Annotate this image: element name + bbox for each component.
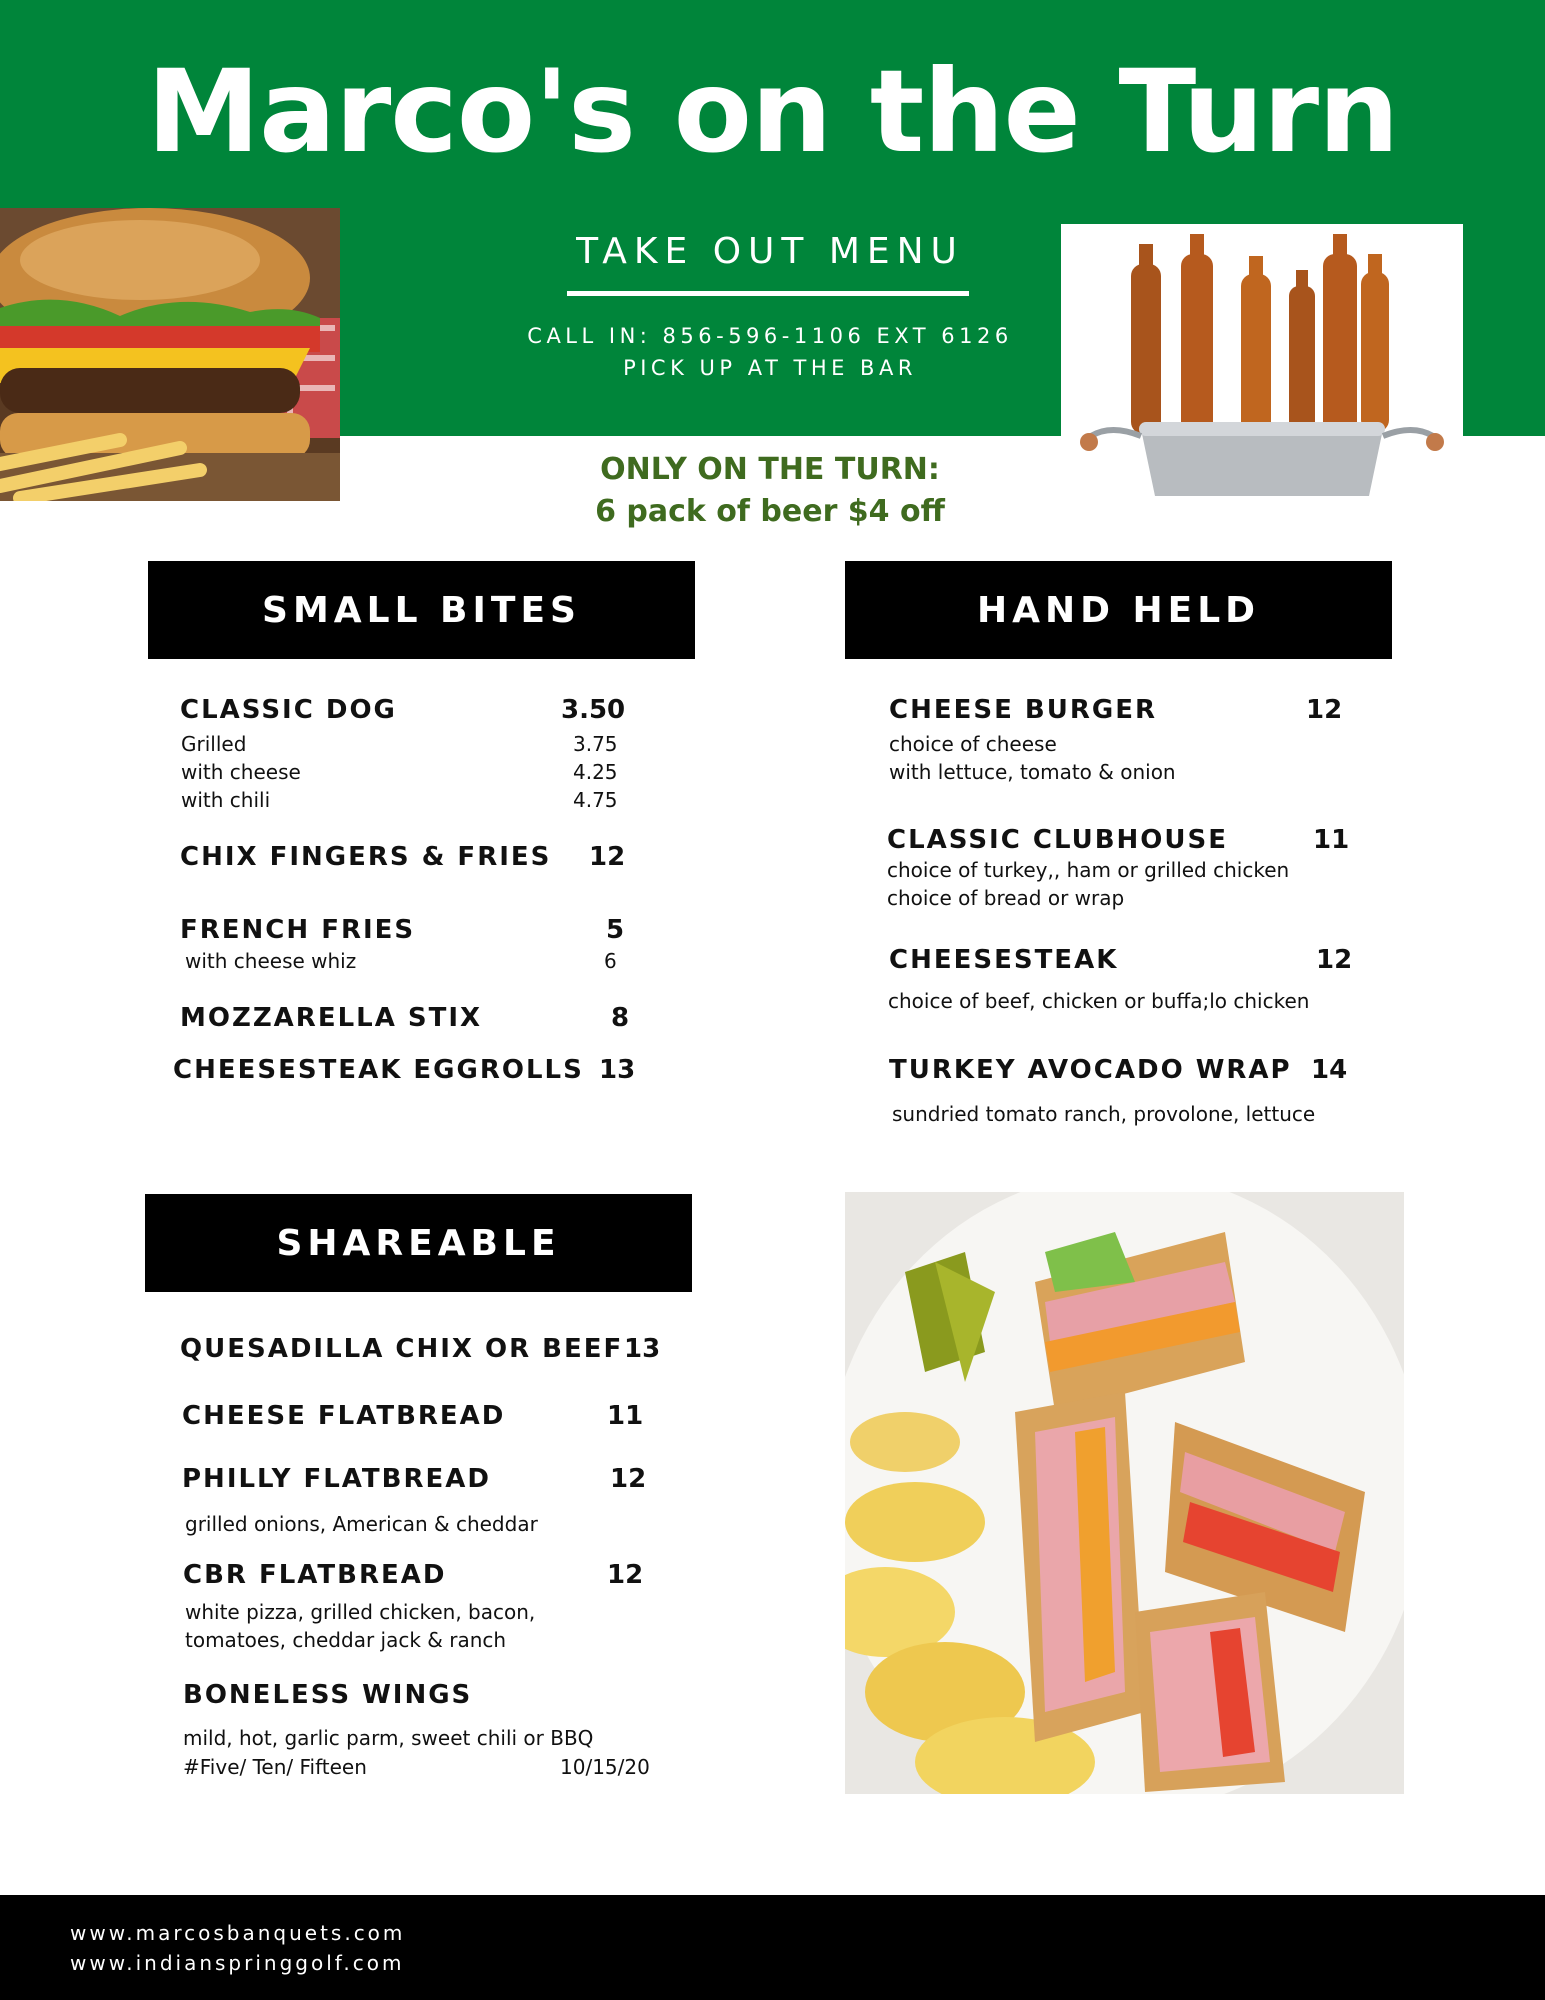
item-classic-dog-name: CLASSIC DOG <box>180 695 397 725</box>
item-mozzarella-price: 8 <box>611 1003 630 1033</box>
call-in-line: CALL IN: 856-596-1106 EXT 6126 <box>527 324 1013 348</box>
page-title: Marco's on the Turn <box>146 45 1399 178</box>
hand-held-heading: HAND HELD <box>845 561 1392 659</box>
clubhouse-desc: choice of bread or wrap <box>887 886 1125 910</box>
classic-dog-option-price: 4.75 <box>573 788 618 812</box>
cheese-burger-desc: with lettuce, tomato & onion <box>889 760 1176 784</box>
classic-dog-option-label: with cheese <box>181 760 301 784</box>
boneless-wings-sizes: #Five/ Ten/ Fifteen <box>183 1755 367 1779</box>
promo-line-1: ONLY ON THE TURN: <box>600 452 940 487</box>
cbr-flatbread-desc: white pizza, grilled chicken, bacon, <box>185 1600 536 1624</box>
item-mozzarella-name: MOZZARELLA STIX <box>180 1003 483 1033</box>
item-cbr-flatbread-name: CBR FLATBREAD <box>183 1560 447 1590</box>
pickup-line: PICK UP AT THE BAR <box>623 356 917 380</box>
item-cheese-flatbread-name: CHEESE FLATBREAD <box>182 1401 506 1431</box>
cheese-burger-desc: choice of cheese <box>889 732 1057 756</box>
classic-dog-option-label: with chili <box>181 788 271 812</box>
item-cbr-flatbread-price: 12 <box>607 1560 644 1590</box>
french-fries-option-label: with cheese whiz <box>185 949 357 973</box>
item-cheese-flatbread-price: 11 <box>607 1401 644 1431</box>
item-french-fries-price: 5 <box>606 915 625 945</box>
footer-link-indianspring[interactable]: www.indianspringgolf.com <box>70 1951 405 1975</box>
item-cheesesteak-price: 12 <box>1316 945 1353 975</box>
item-boneless-wings-name: BONELESS WINGS <box>183 1680 473 1710</box>
classic-dog-option-price: 3.75 <box>573 732 618 756</box>
boneless-wings-prices: 10/15/20 <box>560 1755 650 1779</box>
menu-subtitle: TAKE OUT MENU <box>576 231 964 272</box>
item-quesadilla-price: 13 <box>624 1334 661 1364</box>
item-cheese-burger-price: 12 <box>1306 695 1343 725</box>
clubhouse-desc: choice of turkey,, ham or grilled chicken <box>887 858 1290 882</box>
item-chix-fingers-price: 12 <box>589 842 626 872</box>
item-french-fries-name: FRENCH FRIES <box>180 915 416 945</box>
item-clubhouse-name: CLASSIC CLUBHOUSE <box>887 825 1228 855</box>
shareable-heading: SHAREABLE <box>145 1194 692 1292</box>
item-philly-flatbread-price: 12 <box>610 1464 647 1494</box>
item-chix-fingers-name: CHIX FINGERS & FRIES <box>180 842 552 872</box>
item-eggrolls-name: CHEESESTEAK EGGROLLS <box>173 1055 584 1085</box>
item-cheesesteak-name: CHEESESTEAK <box>889 945 1119 975</box>
footer-band <box>0 1895 1545 2000</box>
promo-line-2: 6 pack of beer $4 off <box>595 494 945 529</box>
beer-bucket-photo <box>1061 224 1463 496</box>
classic-dog-option-label: Grilled <box>181 732 247 756</box>
club-sandwich-photo <box>845 1192 1404 1794</box>
item-quesadilla-name: QUESADILLA CHIX OR BEEF <box>180 1334 624 1364</box>
item-classic-dog-price: 3.50 <box>561 695 626 725</box>
classic-dog-option-price: 4.25 <box>573 760 618 784</box>
burger-photo <box>0 208 340 501</box>
turkey-wrap-desc: sundried tomato ranch, provolone, lettuce <box>892 1102 1316 1126</box>
subtitle-underline <box>567 291 969 296</box>
philly-flatbread-desc: grilled onions, American & cheddar <box>185 1512 538 1536</box>
small-bites-heading: SMALL BITES <box>148 561 695 659</box>
item-clubhouse-price: 11 <box>1313 825 1350 855</box>
cheesesteak-desc: choice of beef, chicken or buffa;lo chicken <box>888 989 1310 1013</box>
item-cheese-burger-name: CHEESE BURGER <box>889 695 1157 725</box>
cbr-flatbread-desc: tomatoes, cheddar jack & ranch <box>185 1628 507 1652</box>
footer-link-marcos[interactable]: www.marcosbanquets.com <box>70 1921 406 1945</box>
item-turkey-wrap-price: 14 <box>1311 1055 1348 1085</box>
item-eggrolls-price: 13 <box>599 1055 636 1085</box>
boneless-wings-desc: mild, hot, garlic parm, sweet chili or BBQ <box>183 1726 594 1750</box>
item-turkey-wrap-name: TURKEY AVOCADO WRAP <box>889 1055 1292 1085</box>
item-philly-flatbread-name: PHILLY FLATBREAD <box>182 1464 491 1494</box>
french-fries-option-price: 6 <box>604 949 617 973</box>
